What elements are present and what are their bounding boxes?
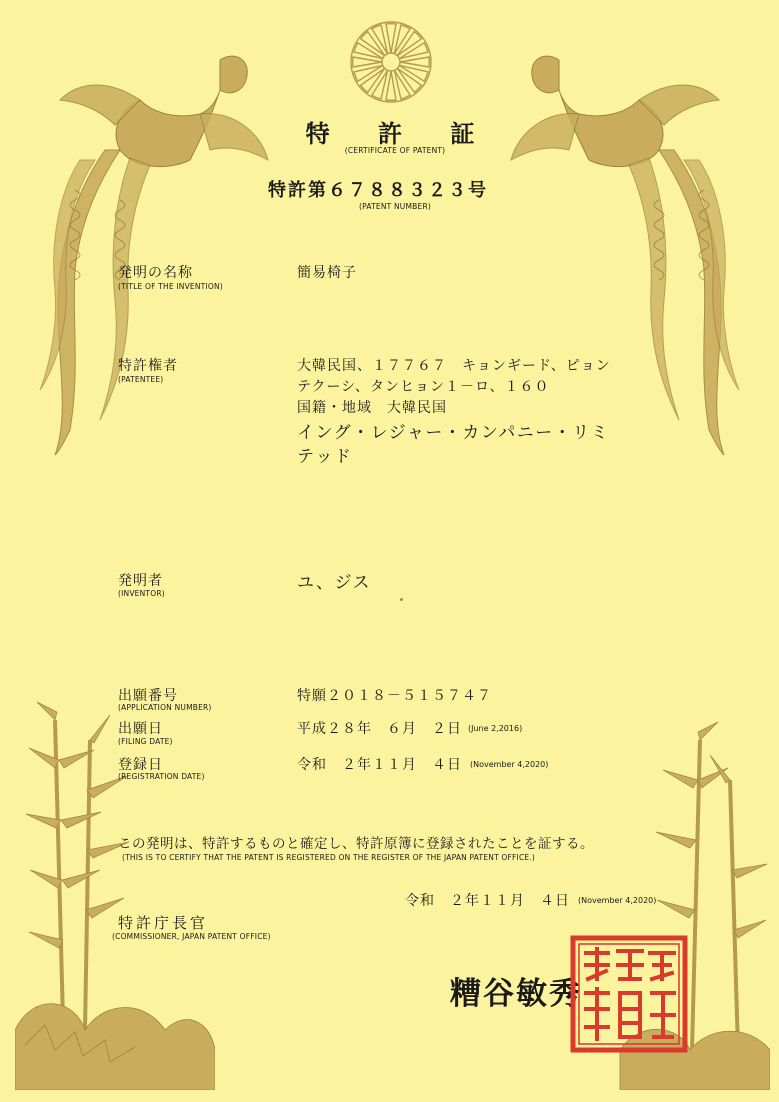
invention-label-en: (TITLE OF THE INVENTION) (118, 282, 223, 291)
filing-label: 出願日 (118, 721, 163, 737)
patent-number-en: (PATENT NUMBER) (358, 202, 431, 211)
filing-value-en: (June 2,2016) (468, 724, 523, 733)
certify-text: この発明は、特許するものと確定し、特許原簿に登録されたことを証する。 (118, 836, 594, 852)
patentee-address-line2: テクーシ、タンヒョン１－ロ、１６０ (297, 379, 550, 395)
application-label-en: (APPLICATION NUMBER) (118, 703, 212, 712)
inventor-label-en: (INVENTOR) (118, 589, 165, 598)
commissioner-signature: 糟谷敏秀 (450, 976, 582, 1012)
patentee-address-line1: 大韓民国、１７７６７ キョンギード、ピョン (297, 358, 611, 374)
registration-label: 登録日 (118, 757, 163, 773)
commissioner-label-en: (COMMISSIONER, JAPAN PATENT OFFICE) (112, 932, 271, 941)
certify-date-en: (November 4,2020) (578, 896, 657, 905)
certify-text-en: (THIS IS TO CERTIFY THAT THE PATENT IS REGISTERED ON THE REGISTER OF THE JAPAN PATENT OFFICE.) (122, 853, 536, 862)
patentee-name-line2: テッド (297, 447, 353, 467)
patentee-label: 特許権者 (118, 358, 178, 374)
certificate-title: 特 許 証 (305, 119, 495, 148)
invention-label: 発明の名称 (118, 265, 193, 281)
application-value: 特願２０１８－５１５７４７ (297, 688, 492, 704)
phoenix-right-icon (509, 40, 759, 460)
patentee-nationality: 国籍・地域 大韓民国 (297, 400, 447, 416)
patent-number: 特許第６７８８３２３号 (268, 180, 488, 201)
certificate-title-en: (CERTIFICATE OF PATENT) (344, 146, 446, 155)
inventor-label: 発明者 (118, 573, 163, 589)
invention-value: 簡易椅子 (297, 265, 357, 281)
filing-label-en: (FILING DATE) (118, 737, 173, 746)
chrysanthemum-crest-icon (349, 20, 433, 104)
inventor-value: ユ、ジス (297, 573, 371, 593)
paper-speck (400, 598, 403, 601)
official-seal-icon (570, 935, 688, 1053)
patentee-label-en: (PATENTEE) (118, 375, 164, 384)
registration-label-en: (REGISTRATION DATE) (118, 772, 205, 781)
registration-value-en: (November 4,2020) (470, 760, 549, 769)
phoenix-left-icon (20, 40, 270, 460)
bamboo-left-icon (15, 700, 215, 1090)
certify-date: 令和 ２年１１月 ４日 (405, 893, 570, 909)
commissioner-label: 特許庁長官 (118, 914, 209, 932)
application-label: 出願番号 (118, 688, 178, 704)
registration-value: 令和 ２年１１月 ４日 (297, 757, 462, 773)
filing-value: 平成２８年 ６月 ２日 (297, 721, 462, 737)
patentee-name-line1: イング・レジャー・カンパニー・リミ (297, 423, 610, 443)
